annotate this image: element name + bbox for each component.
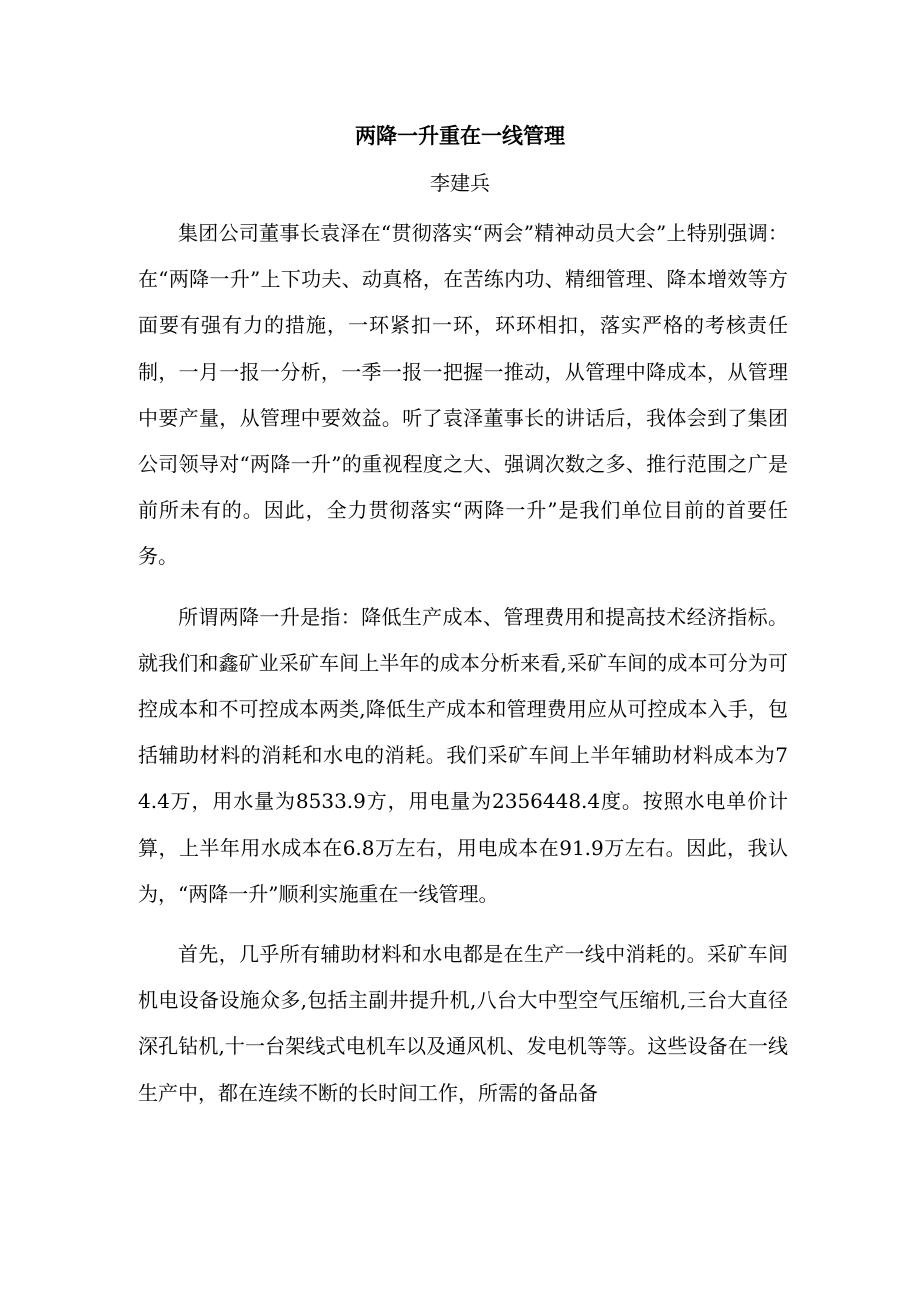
paragraph-2: 所谓两降一升是指：降低生产成本、管理费用和提高技术经济指标。就我们和鑫矿业采矿车间上半年的成本分析来看,采矿车间的成本可分为可控成本和不可控成本两类,降低生产成本和管理费用应从可控成本入手，包括辅助材料的消耗和水电的消耗。我们采矿车间上半年辅助材料成本为74.4万，用水量为8533.9方，用电量为2356448.4度。按照水电单价计算，上半年用水成本在6.8万左右，用电成本在91.9万左右。因此，我认为，“两降一升”顺利实施重在一线管理。 <box>138 604 788 906</box>
document-author: 李建兵 <box>430 171 490 195</box>
paragraph-1: 集团公司董事长袁泽在“贯彻落实“两会”精神动员大会”上特别强调：在“两降一升”上下功夫、动真格，在苦练内功、精细管理、降本增效等方面要有强有力的措施，一环紧扣一环，环环相扣，落实严格的考核责任制，一月一报一分析，一季一报一把握一推动，从管理中降成本，从管理中要产量，从管理中要效益。听了袁泽董事长的讲话后，我体会到了集团公司领导对“两降一升”的重视程度之大、强调次数之多、推行范围之广是前所未有的。因此，全力贯彻落实“两降一升”是我们单位目前的首要任务。 <box>138 221 788 569</box>
paragraph-3: 首先，几乎所有辅助材料和水电都是在生产一线中消耗的。采矿车间机电设备设施众多,包括主副井提升机,八台大中型空气压缩机,三台大直径深孔钻机,十一台架线式电机车以及通风机、发电机等等。这些设备在一线生产中，都在连续不断的长时间工作，所需的备品备 <box>138 942 788 1105</box>
document-title: 两降一升重在一线管理 <box>355 123 565 148</box>
document-body <box>138 210 788 1130</box>
